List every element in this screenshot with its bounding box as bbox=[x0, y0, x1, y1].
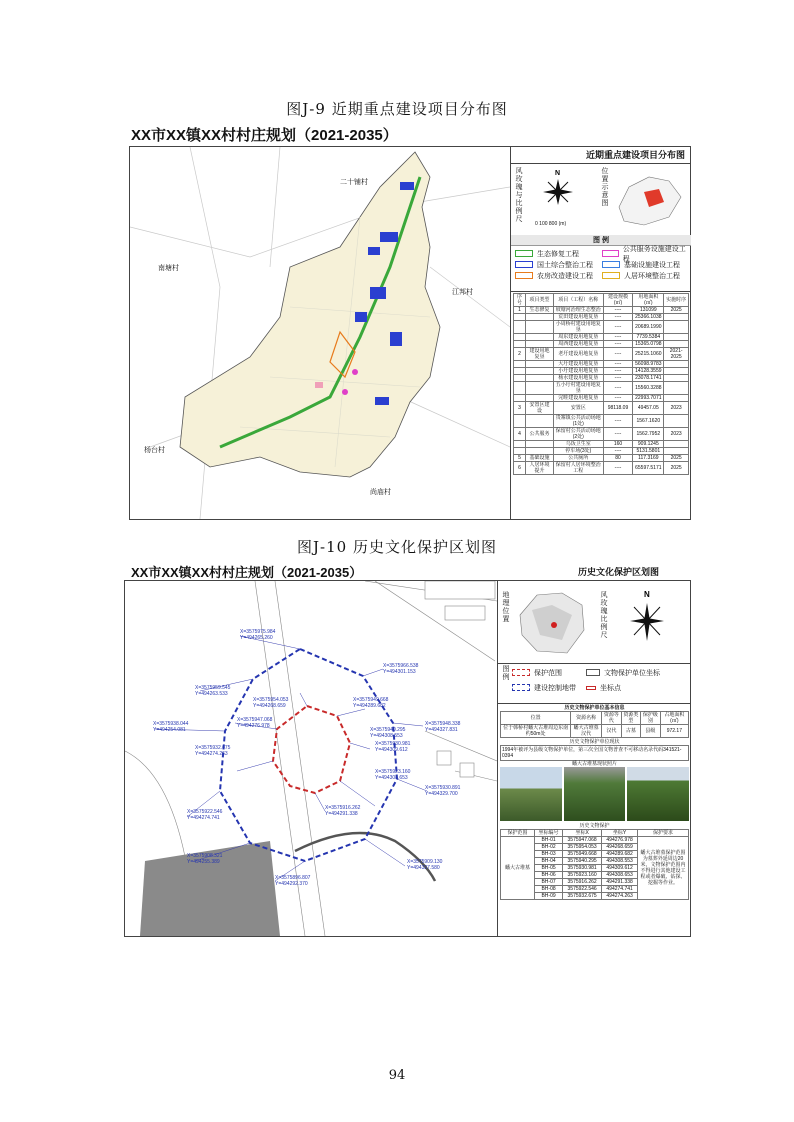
coordinate-label: X=3575948.338 Y=494327.831 bbox=[425, 721, 461, 733]
table-header: 资源等代 bbox=[602, 712, 622, 725]
table-row bbox=[514, 307, 689, 314]
table-cell: 494274.263 bbox=[602, 893, 638, 900]
table-row bbox=[514, 448, 689, 455]
table-cell: 494308.553 bbox=[602, 858, 638, 865]
table-cell: 160 bbox=[603, 441, 633, 448]
svg-text:N: N bbox=[644, 590, 650, 599]
table-cell: 25215.1060 bbox=[633, 348, 664, 361]
figure1-plan-title: XX市XX镇XX村村庄规划（2021-2035） bbox=[131, 127, 398, 144]
table-cell: 人居环境提升 bbox=[525, 462, 553, 475]
table-cell: 3575922.546 bbox=[563, 886, 602, 893]
table-cell bbox=[525, 415, 553, 428]
table-row bbox=[514, 455, 689, 462]
table-cell: 909.1245 bbox=[633, 441, 664, 448]
table-header: 项目（工程）名称 bbox=[553, 294, 603, 307]
table-cell: 3575930.981 bbox=[563, 865, 602, 872]
site-photo bbox=[627, 767, 689, 821]
table-cell bbox=[664, 415, 689, 428]
table-cell bbox=[664, 448, 689, 455]
scale-bar: 0 100 800 (m) bbox=[535, 221, 567, 227]
table-row bbox=[514, 368, 689, 375]
wind-rose-icon bbox=[533, 167, 583, 217]
table-header: 保护要求 bbox=[638, 830, 689, 837]
table-header: 资源名称 bbox=[571, 712, 602, 725]
table-cell: BH-03 bbox=[535, 851, 563, 858]
legend-item: 生态修复工程 bbox=[515, 248, 600, 259]
place-label: 尚庙村 bbox=[370, 489, 391, 496]
table-cell: ---- bbox=[603, 348, 633, 361]
coordinate-label: X=3575930.981 Y=494309.612 bbox=[375, 741, 411, 753]
table-cell bbox=[525, 441, 553, 448]
table-header: 坐标Y bbox=[602, 830, 638, 837]
photo-strip bbox=[500, 767, 689, 821]
coordinate-label: X=3575949.668 Y=494289.682 bbox=[353, 697, 389, 709]
wind-rose-icon bbox=[612, 585, 682, 659]
table-cell bbox=[514, 395, 526, 402]
project-table bbox=[513, 293, 689, 475]
table-cell bbox=[664, 334, 689, 341]
table-cell: 2025 bbox=[664, 455, 689, 462]
table-cell: 6 bbox=[514, 462, 526, 475]
table-cell bbox=[664, 395, 689, 402]
table-cell: ---- bbox=[603, 428, 633, 441]
figure2-map bbox=[125, 581, 497, 936]
table-cell: BH-06 bbox=[535, 872, 563, 879]
table-cell: 安置区 bbox=[553, 402, 603, 415]
table-cell bbox=[514, 415, 526, 428]
table-cell: 131099 bbox=[633, 307, 664, 314]
windrose-label: 风玫瑰与比例尺 bbox=[515, 167, 522, 223]
location-map bbox=[512, 585, 590, 659]
table-row bbox=[514, 348, 689, 361]
table-cell: ---- bbox=[603, 415, 633, 428]
table-cell: 保留村人居环境整治工程 bbox=[553, 462, 603, 475]
coordinate-label: X=3575959.545 Y=494263.533 bbox=[195, 685, 231, 697]
table-row bbox=[514, 375, 689, 382]
coordinate-label: X=3575908.321 Y=494255.389 bbox=[187, 853, 223, 865]
table-cell bbox=[664, 314, 689, 321]
table-cell: 1567.1620 bbox=[633, 415, 664, 428]
table-cell bbox=[514, 382, 526, 395]
table-row bbox=[514, 428, 689, 441]
figure2-side-panel bbox=[497, 581, 691, 936]
table-cell: BH-08 bbox=[535, 886, 563, 893]
table-cell: 494268.659 bbox=[602, 844, 638, 851]
page-number: 94 bbox=[388, 1068, 406, 1083]
table-cell: 周东建设用地复垦 bbox=[553, 334, 603, 341]
table-cell: 494308.653 bbox=[602, 872, 638, 879]
table-cell: 2023 bbox=[664, 402, 689, 415]
table-cell: 杨水建设用地复垦 bbox=[553, 375, 603, 382]
table-cell: 汉代 bbox=[602, 725, 622, 738]
table-cell: 49457.05 bbox=[633, 402, 664, 415]
table-cell: 80 bbox=[603, 455, 633, 462]
table-header: 项目类型 bbox=[525, 294, 553, 307]
table-cell: 15365.0798 bbox=[633, 341, 664, 348]
figure2-plan-title: XX市XX镇XX村村庄规划（2021-2035） bbox=[131, 565, 363, 580]
legend-item: 公共服务设施建设工程 bbox=[602, 248, 687, 259]
coordinate-label: X=3575923.160 Y=494308.653 bbox=[375, 769, 411, 781]
table-cell: ---- bbox=[603, 375, 633, 382]
svg-text:N: N bbox=[555, 170, 561, 177]
info-title: 历史文物保护单位基本信息 bbox=[564, 705, 625, 711]
table-cell: BH-01 bbox=[535, 837, 563, 844]
table-header: 建设规模(㎡) bbox=[603, 294, 633, 307]
table-cell: 基础设施 bbox=[525, 455, 553, 462]
legend-item: 文物保护单位坐标 bbox=[586, 667, 660, 678]
table-cell bbox=[514, 361, 526, 368]
table-cell: 荒田建设用地复垦 bbox=[553, 314, 603, 321]
table-cell: 蟠大古堆墓保护范围为墓葬外延周边20米，文物保护范围内不得进行其他建设工程或者爆破、钻探、挖掘等作业。 bbox=[638, 837, 689, 900]
table-header: 序号 bbox=[514, 294, 526, 307]
table-cell bbox=[664, 341, 689, 348]
table-cell bbox=[514, 341, 526, 348]
legend-item: 基础设施建设工程 bbox=[602, 259, 687, 270]
table-cell: 3575923.160 bbox=[563, 872, 602, 879]
table-cell: BH-07 bbox=[535, 879, 563, 886]
table-cell: 坡塘河治理生态整治 bbox=[553, 307, 603, 314]
table-cell: BH-09 bbox=[535, 893, 563, 900]
table-cell bbox=[664, 382, 689, 395]
legend-item: 农房改造建设工程 bbox=[515, 270, 600, 281]
table-cell: 保留村公共活动场地(2处) bbox=[553, 428, 603, 441]
table-cell: 7739.5384 bbox=[633, 334, 664, 341]
legend-item: 建设控制地带 bbox=[512, 682, 576, 693]
legend-title: 图 例 bbox=[511, 235, 691, 246]
table-cell: 公共服务 bbox=[525, 428, 553, 441]
table-row bbox=[514, 415, 689, 428]
site-photo bbox=[564, 767, 626, 821]
table-cell: 老圩建设用地复垦 bbox=[553, 348, 603, 361]
table-cell: 贵寨镇公共活动场地(1处) bbox=[553, 415, 603, 428]
table-cell: 蟠大古堆墓 bbox=[501, 837, 535, 900]
table-cell: ---- bbox=[603, 462, 633, 475]
table-row bbox=[514, 361, 689, 368]
table-cell bbox=[525, 448, 553, 455]
table-cell bbox=[514, 375, 526, 382]
table-row bbox=[514, 462, 689, 475]
photo-caption: 蟠大古堆墓现状照片 bbox=[571, 761, 617, 767]
figure1-caption: 图J-9 近期重点建设项目分布图 bbox=[286, 100, 508, 118]
table-cell bbox=[664, 441, 689, 448]
table-cell: 大圩建设用地复垦 bbox=[553, 361, 603, 368]
table-cell: ---- bbox=[603, 361, 633, 368]
coordinate-label: X=3575966.538 Y=494301.153 bbox=[383, 663, 419, 675]
table-cell: 22993.7071 bbox=[633, 395, 664, 402]
table-cell: 3575916.262 bbox=[563, 879, 602, 886]
table-row bbox=[514, 441, 689, 448]
table-cell: 位于韩桥村蟠大古堆周边东南约50m处 bbox=[501, 725, 571, 738]
table-cell: 1562.7952 bbox=[633, 428, 664, 441]
table-cell: 周西建设用地复垦 bbox=[553, 341, 603, 348]
table-cell bbox=[514, 441, 526, 448]
table-cell bbox=[525, 314, 553, 321]
table-cell: BH-02 bbox=[535, 844, 563, 851]
table-cell bbox=[525, 382, 553, 395]
table-cell bbox=[664, 321, 689, 334]
legend-item: 国土综合整治工程 bbox=[515, 259, 600, 270]
coordinate-label: X=3575975.984 Y=494265.260 bbox=[240, 629, 276, 641]
coordinate-label: X=3575947.068 Y=494276.978 bbox=[237, 717, 273, 729]
table-cell: 县级 bbox=[641, 725, 661, 738]
figure1-map bbox=[130, 147, 510, 519]
table-cell: 15560.3288 bbox=[633, 382, 664, 395]
location-map bbox=[609, 167, 689, 231]
coordinate-label: X=3575916.262 Y=494291.338 bbox=[325, 805, 361, 817]
coordinate-label: X=3575896.807 Y=494292.370 bbox=[275, 875, 311, 887]
table-cell: ---- bbox=[603, 368, 633, 375]
coordinate-label: X=3575932.675 Y=494274.263 bbox=[195, 745, 231, 757]
table-cell: 3575949.668 bbox=[563, 851, 602, 858]
table-cell: 14128.3559 bbox=[633, 368, 664, 375]
place-label: 江邦村 bbox=[452, 289, 473, 296]
table-header: 保护级别 bbox=[641, 712, 661, 725]
table-cell: 117.3169 bbox=[633, 455, 664, 462]
table-cell bbox=[514, 334, 526, 341]
table-cell: 蟠大古堆墓汉代 bbox=[571, 725, 602, 738]
figure2-frame bbox=[124, 580, 691, 937]
table-cell: 5131.5801 bbox=[633, 448, 664, 455]
table-cell: 2025 bbox=[664, 462, 689, 475]
table-cell: 494289.682 bbox=[602, 851, 638, 858]
status-text: 1994年被评为县级文物保护单位，第三次全国文物普查不可移动名录代码341521-0394 bbox=[500, 745, 689, 761]
table-header: 占地面积(㎡) bbox=[660, 712, 688, 725]
table-cell: 56098.9783 bbox=[633, 361, 664, 368]
table-header: 资源类型 bbox=[621, 712, 641, 725]
table-cell: 2023 bbox=[664, 428, 689, 441]
legend-title: 图例 bbox=[502, 665, 509, 681]
table-cell bbox=[514, 314, 526, 321]
table-cell: 5 bbox=[514, 455, 526, 462]
table-cell: 20689.1990 bbox=[633, 321, 664, 334]
place-label: 南塘村 bbox=[158, 265, 179, 272]
table-cell: 494276.978 bbox=[602, 837, 638, 844]
table-cell: 25366.1038 bbox=[633, 314, 664, 321]
table-cell: 4 bbox=[514, 428, 526, 441]
table-cell bbox=[514, 448, 526, 455]
table-header: 保护范围 bbox=[501, 830, 535, 837]
table-cell: ---- bbox=[603, 314, 633, 321]
windrose-label: 风玫瑰比例尺 bbox=[600, 591, 607, 639]
site-photo bbox=[500, 767, 562, 821]
legend-item: 保护范围 bbox=[512, 667, 576, 678]
figure1-map-title: 近期重点建设项目分布图 bbox=[511, 147, 691, 164]
table-cell: 3575954.053 bbox=[563, 844, 602, 851]
table-cell: 小圩建设用地复垦 bbox=[553, 368, 603, 375]
place-label: 二十铺村 bbox=[340, 179, 368, 186]
location-label: 地理位置 bbox=[502, 591, 509, 623]
table-cell: ---- bbox=[603, 382, 633, 395]
table-cell: ---- bbox=[603, 334, 633, 341]
table-cell: 3575932.675 bbox=[563, 893, 602, 900]
table-cell: 2021-2025 bbox=[664, 348, 689, 361]
table-cell: 小周桥村建设用地复垦 bbox=[553, 321, 603, 334]
figure1-side-panel bbox=[510, 147, 691, 519]
table-cell bbox=[525, 341, 553, 348]
table-cell: 2025 bbox=[664, 307, 689, 314]
table-cell: 五小圩村建设用地复垦 bbox=[553, 382, 603, 395]
figure2-caption: 图J-10 历史文化保护区划图 bbox=[297, 538, 497, 556]
table-cell: ---- bbox=[603, 307, 633, 314]
table-cell: 494309.612 bbox=[602, 865, 638, 872]
coordinate-label: X=3575922.546 Y=494274.741 bbox=[187, 809, 223, 821]
table-cell bbox=[664, 375, 689, 382]
table-cell bbox=[525, 375, 553, 382]
table-cell: ---- bbox=[603, 321, 633, 334]
table-cell: 安置区建设 bbox=[525, 402, 553, 415]
table-header: 用地面积(㎡) bbox=[633, 294, 664, 307]
table-cell: 98118.09 bbox=[603, 402, 633, 415]
location-label: 位置示意图 bbox=[601, 167, 608, 207]
table-cell bbox=[514, 368, 526, 375]
table-cell: 公共厕所 bbox=[553, 455, 603, 462]
table-cell: 古墓 bbox=[621, 725, 641, 738]
place-label: 杨台村 bbox=[144, 447, 165, 454]
table-cell: 494274.741 bbox=[602, 886, 638, 893]
table-row bbox=[514, 402, 689, 415]
table-cell: 3 bbox=[514, 402, 526, 415]
coordinate-label: X=3575940.295 Y=494308.553 bbox=[370, 727, 406, 739]
table-cell: 停车场(3处) bbox=[553, 448, 603, 455]
table-cell bbox=[525, 361, 553, 368]
table-cell: 建设用地复垦 bbox=[525, 348, 553, 361]
table-cell: 2 bbox=[514, 348, 526, 361]
table-cell: 生态修复 bbox=[525, 307, 553, 314]
table-row bbox=[514, 382, 689, 395]
table-cell bbox=[525, 334, 553, 341]
table-cell: 494291.338 bbox=[602, 879, 638, 886]
table-row bbox=[501, 837, 689, 844]
table-cell: BH-05 bbox=[535, 865, 563, 872]
table-cell: ---- bbox=[603, 341, 633, 348]
table-header: 实施时序 bbox=[664, 294, 689, 307]
table-cell: 3575940.295 bbox=[563, 858, 602, 865]
coords-table bbox=[500, 829, 689, 900]
coords-title: 历史文物保护 bbox=[579, 823, 610, 829]
figure2-map-title: 历史文化保护区划图 bbox=[578, 567, 660, 577]
table-cell: 完畦建设用地复垦 bbox=[553, 395, 603, 402]
table-cell bbox=[514, 321, 526, 334]
table-cell: BH-04 bbox=[535, 858, 563, 865]
info-table bbox=[500, 711, 689, 738]
table-cell: 23078.1741 bbox=[633, 375, 664, 382]
table-cell: ---- bbox=[603, 448, 633, 455]
table-cell: 1 bbox=[514, 307, 526, 314]
table-cell: 972.17 bbox=[660, 725, 688, 738]
table-cell bbox=[664, 361, 689, 368]
table-row bbox=[514, 341, 689, 348]
table-cell bbox=[664, 368, 689, 375]
table-row bbox=[514, 395, 689, 402]
table-row bbox=[514, 314, 689, 321]
table-cell: 乌饭卫生室 bbox=[553, 441, 603, 448]
table-cell bbox=[525, 321, 553, 334]
coordinate-label: X=3575938.044 Y=494254.081 bbox=[153, 721, 189, 733]
coordinate-label: X=3575954.053 Y=494268.659 bbox=[253, 697, 289, 709]
table-header: 坐标X bbox=[563, 830, 602, 837]
table-row bbox=[514, 321, 689, 334]
table-cell: 3575947.068 bbox=[563, 837, 602, 844]
table-row bbox=[514, 334, 689, 341]
coordinate-label: X=3575909.130 Y=494327.580 bbox=[407, 859, 443, 871]
table-cell bbox=[525, 368, 553, 375]
table-header: 位置 bbox=[501, 712, 571, 725]
table-header: 坐标编号 bbox=[535, 830, 563, 837]
coordinate-label: X=3575930.891 Y=494329.700 bbox=[425, 785, 461, 797]
legend-item: 人居环境整治工程 bbox=[602, 270, 687, 281]
legend-item: 坐标点 bbox=[586, 682, 660, 693]
table-cell: ---- bbox=[603, 395, 633, 402]
figure1-frame bbox=[129, 146, 691, 520]
table-cell: 65597.5171 bbox=[633, 462, 664, 475]
table-cell bbox=[525, 395, 553, 402]
status-title: 历史文物保护单位现状 bbox=[569, 739, 620, 745]
